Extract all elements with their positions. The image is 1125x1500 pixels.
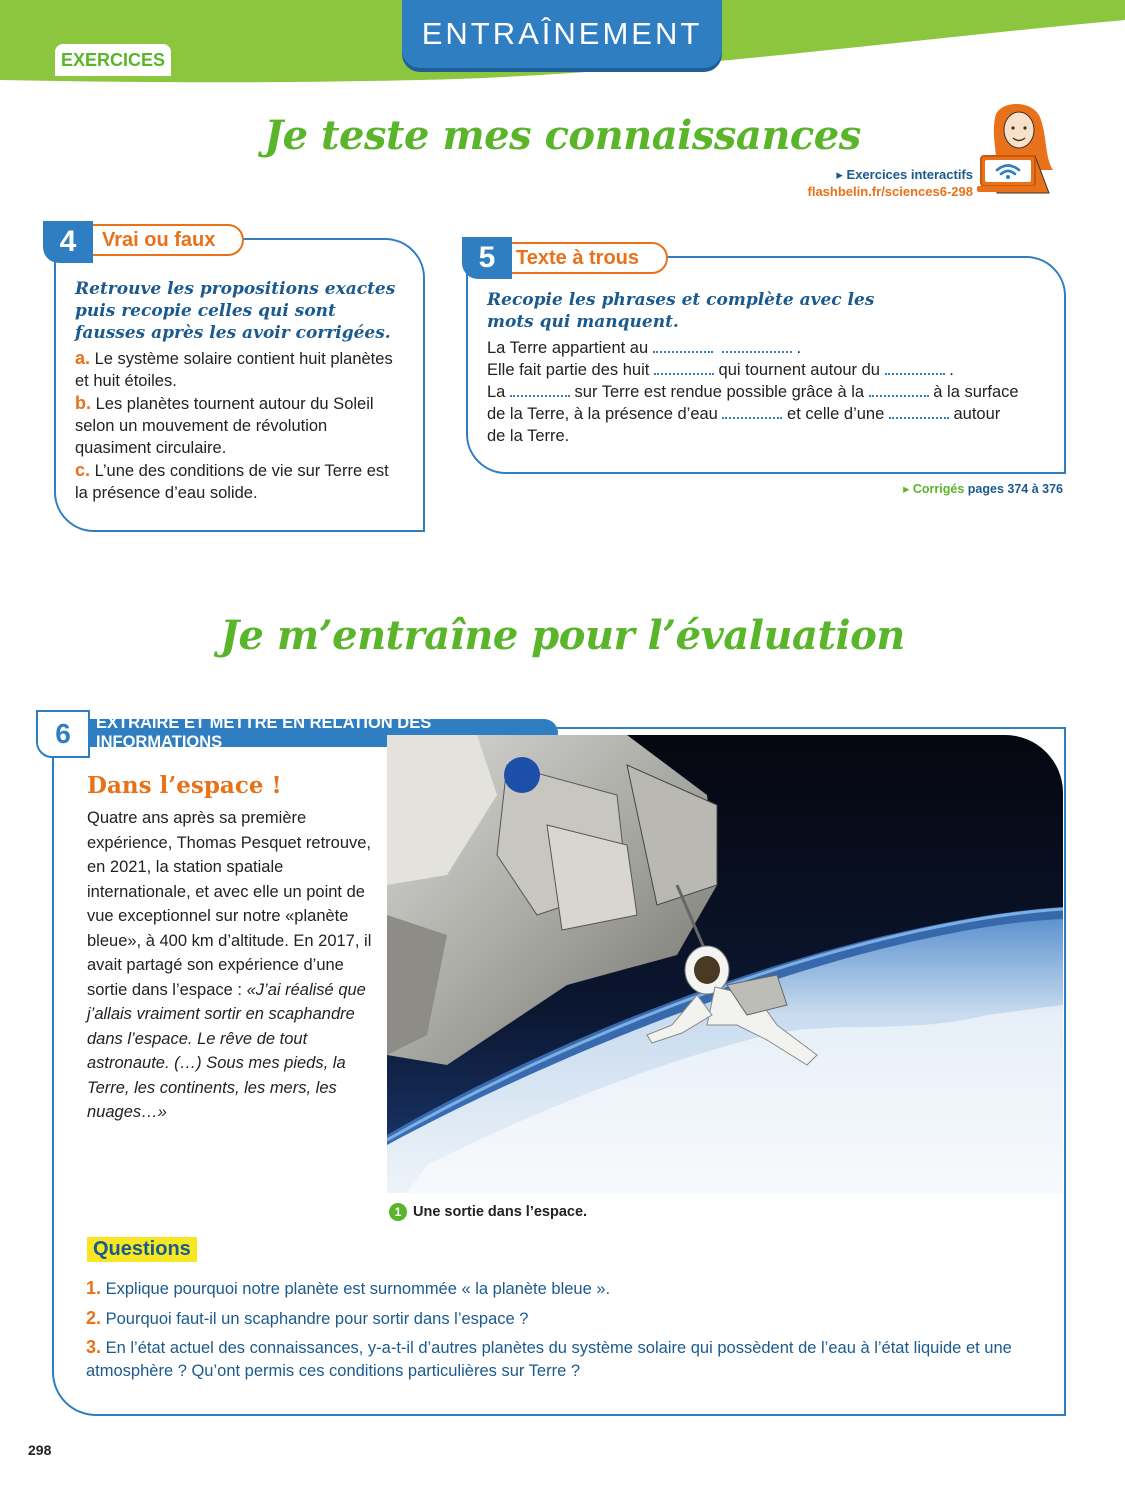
photo-caption: 1 Une sortie dans l’espace. [389,1203,587,1221]
questions-heading: Questions [87,1237,197,1262]
list-item: b. Les planètes tournent autour du Soleil selon un mouvement de révolution quasiment circulaire. [75,393,374,457]
exercise-5-text: La Terre appartient au . Elle fait partie des huit qui tournent autour du . La sur Terre est rendue possible grâce à la à la surface de la Terre, à la présence d’eau et celle d’une autour de la Terre. [487,339,1019,445]
question-1: 1. Explique pourquoi notre planète est surnommée « la planète bleue ». [86,1278,611,1298]
exercise-4-items [75,347,405,504]
document-quote: «J’ai réalisé que j’allais vraiment sortir en scaphandre dans l’espace. Le rêve de tout astronaute. (…) Sous mes pieds, la Terre, les continents, les mers, les nuages…» [87,980,366,1121]
question-3: 3. En l’état actuel des connaissances, y-a-t-il d’autres planètes du système solaire qui possèdent de l’eau à l’état liquide et une atmosphère ? Qu’ont permis ces conditions particulières sur Terre ? [86,1337,1012,1380]
page-title: Je teste mes connaissances [264,112,861,159]
spacewalk-photo [387,735,1063,1193]
document-title: Dans l’espace ! [87,772,282,799]
exercise-5-label: Texte à trous [500,242,668,274]
exercise-5-number: 5 [462,237,512,279]
exercise-4-number: 4 [43,221,93,263]
section-title: Je m’entraîne pour l’évaluation [220,612,905,659]
page-number: 298 [28,1442,52,1458]
document-text: Quatre ans après sa première expérience, Thomas Pesquet retrouve, en 2021, la station spatiale internationale, et avec elle un point de vue exceptionnel sur notre «planète bleue», à 400 km d’altitude. En 2017, il avait partagé son expérience d’une sortie dans l’espace : «J’ai réalisé que j’allais vraiment sortir en scaphandre dans l’espace. Le rêve de tout astronaute. (…) Sous mes pieds, la Terre, les continents, les mers, les nuages…» [87,809,372,1121]
exercise-5-instruction: Recopie les phrases et complète avec les mots qui manquent. [487,290,875,332]
exercise-6-number: 6 [36,710,90,758]
corrections-link[interactable]: ▸ Corrigés pages 374 à 376 [903,482,1063,496]
exercise-4-label: Vrai ou faux [86,224,244,256]
interactive-exercises-link[interactable] [808,166,973,200]
banner-entrainement: ENTRAÎNEMENT [402,0,722,68]
section-tab: EXERCICES [55,44,171,76]
interactive-label: ▸ Exercices interactifs [836,167,973,182]
list-item: a. Le système solaire contient huit planètes et huit étoiles. [75,348,393,390]
interactive-url[interactable]: flashbelin.fr/sciences6-298 [807,184,973,199]
exercise-4-instruction: Retrouve les propositions exactes puis recopie celles qui sont fausses après les avoir corrigées. [75,279,396,343]
question-2: 2. Pourquoi faut-il un scaphandre pour sortir dans l’espace ? [86,1308,529,1328]
girl-laptop-illustration [975,98,1070,198]
caption-number-badge: 1 [389,1203,407,1221]
exercise-6-label: EXTRAIRE ET METTRE EN RELATION DES INFORMATIONS [86,719,558,747]
list-item: c. L’une des conditions de vie sur Terre est la présence d’eau solide. [75,460,389,502]
